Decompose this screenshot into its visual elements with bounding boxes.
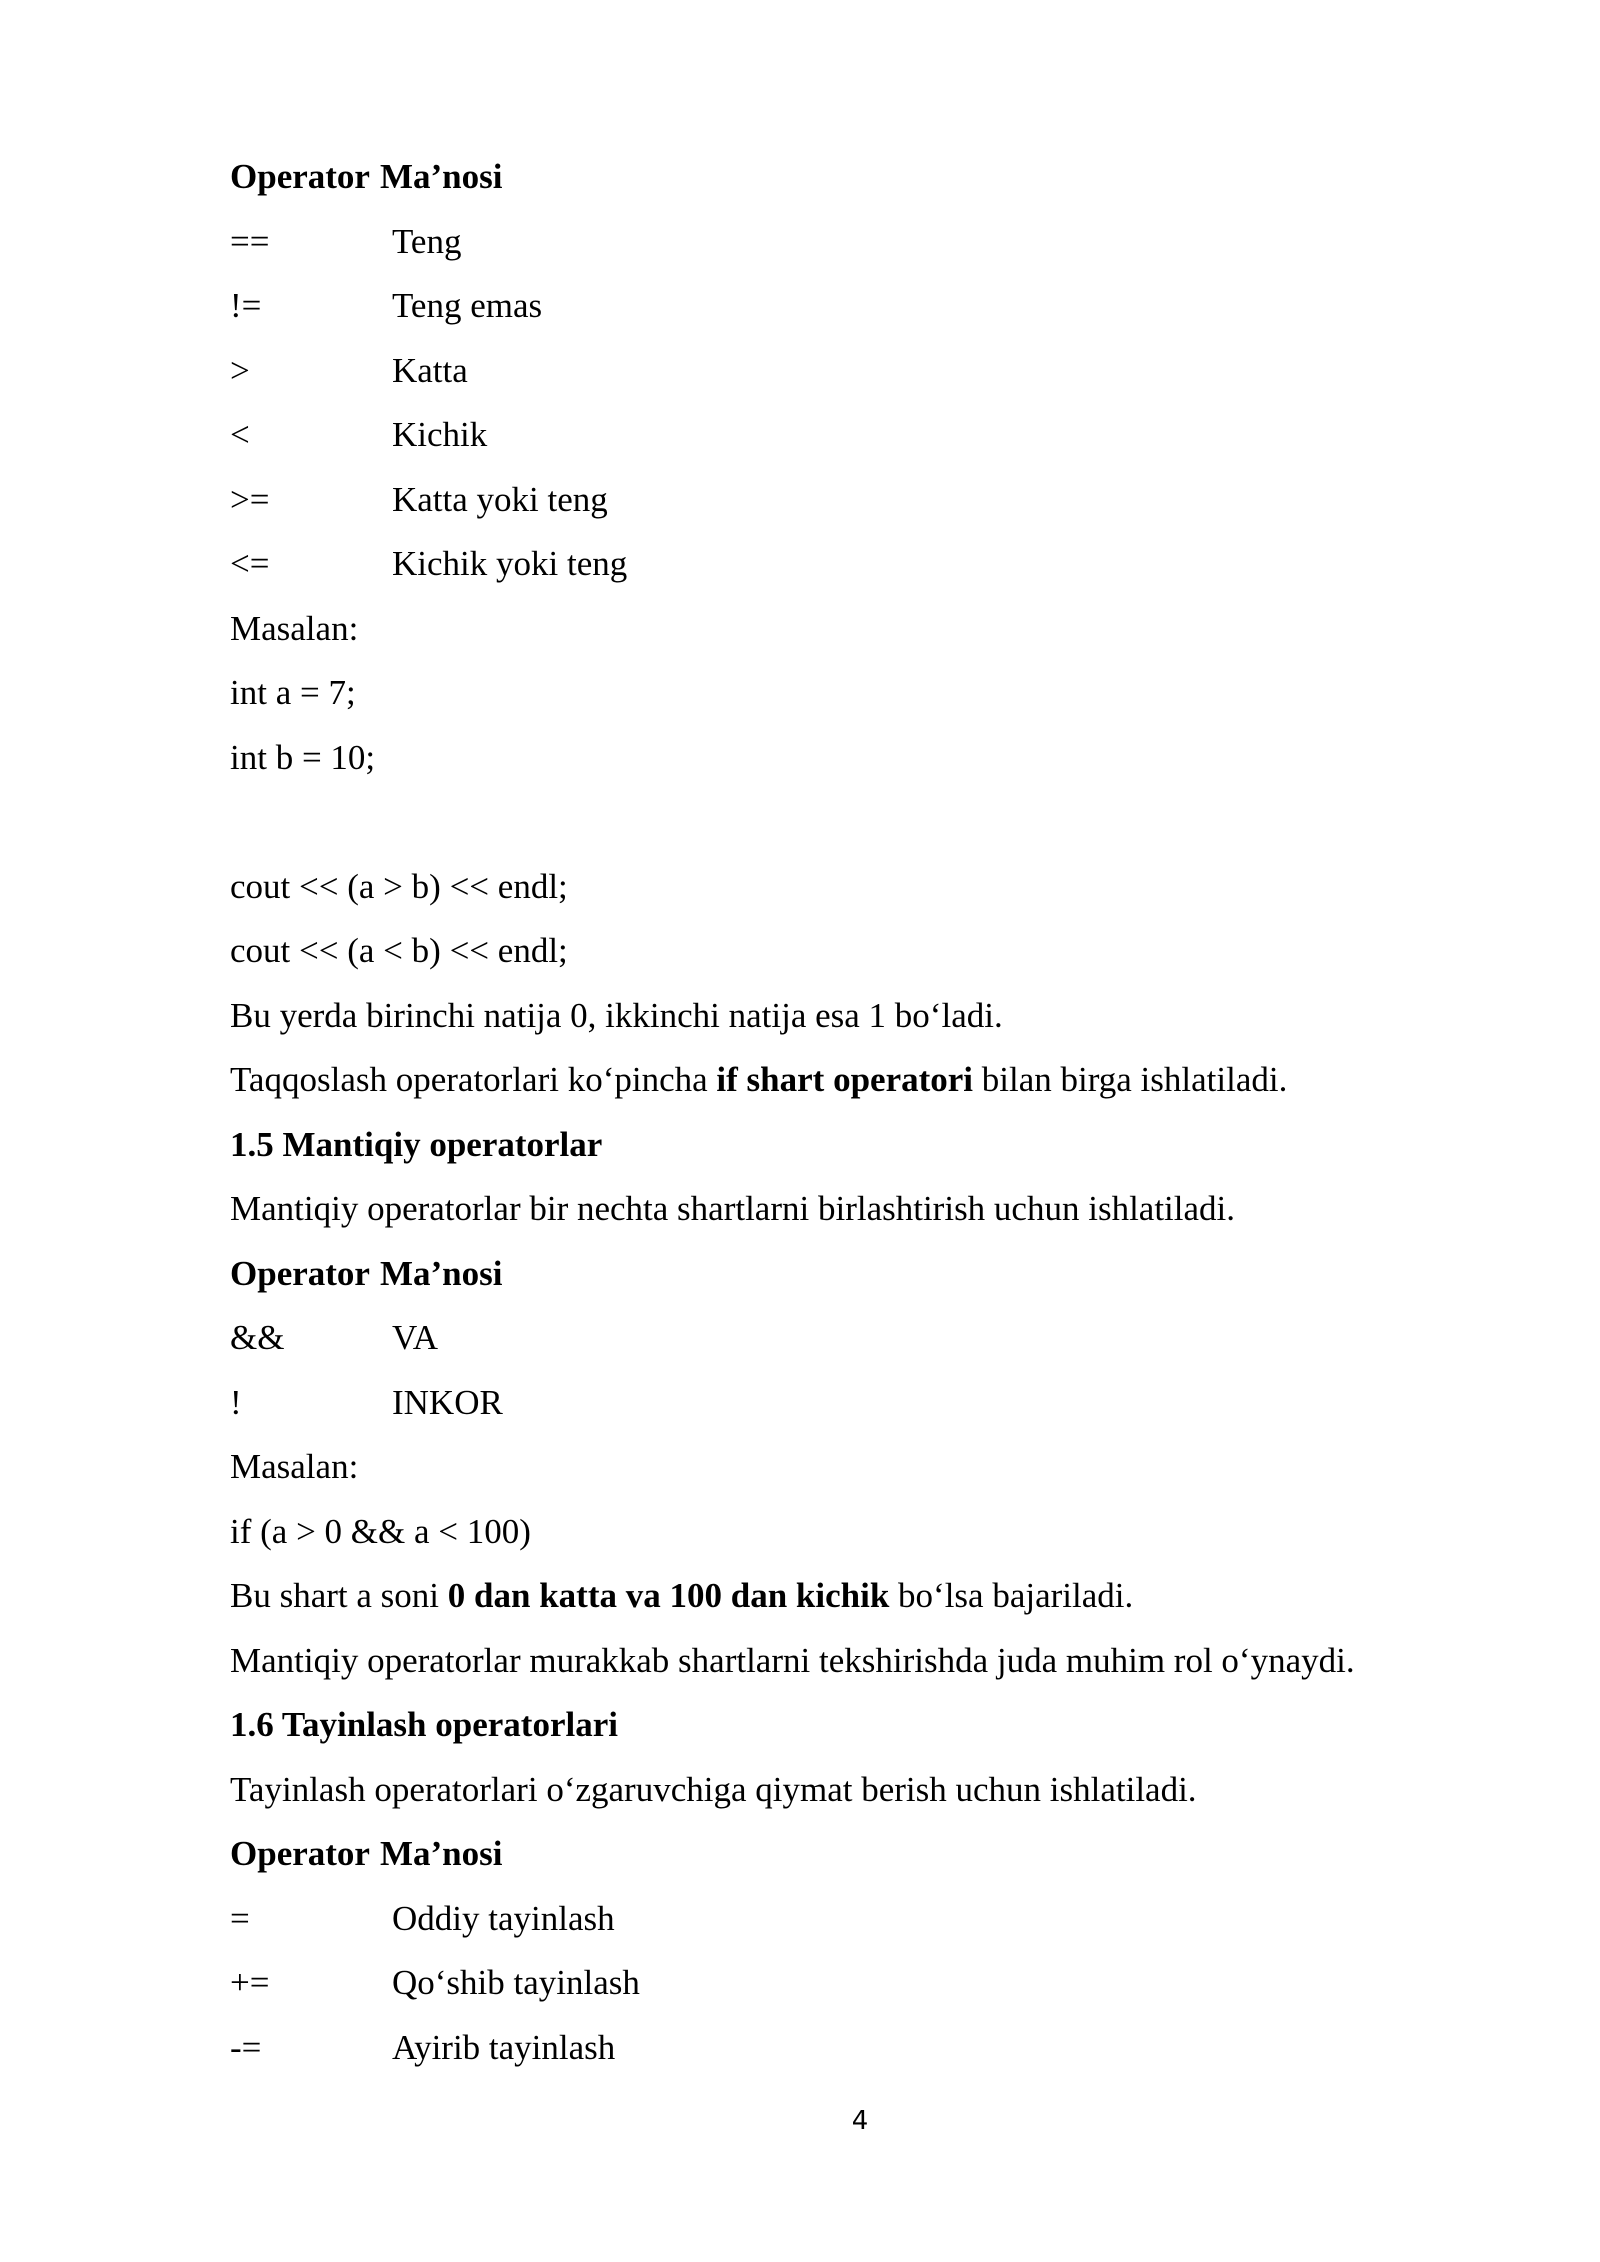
paragraph: Tayinlash operatorlari o‘zgaruvchiga qiymat berish uchun ishlatiladi. xyxy=(230,1769,1197,1809)
operator-cell: = xyxy=(230,1898,250,1938)
bold-text: if shart operatori xyxy=(716,1060,974,1099)
header-operator: Operator xyxy=(230,1253,370,1293)
code-line: int a = 7; xyxy=(230,673,356,712)
table-header xyxy=(230,145,1430,210)
section-heading: 1.5 Mantiqiy operatorlar xyxy=(230,1124,603,1164)
header-meaning: Ma’nosi xyxy=(379,157,503,196)
operator-cell: += xyxy=(230,1963,270,2002)
table-header xyxy=(230,1822,1430,1887)
code-line: cout << (a < b) << endl; xyxy=(230,931,568,970)
bold-text: 0 dan katta va 100 dan kichik xyxy=(447,1576,890,1615)
header-operator: Operator xyxy=(230,157,370,196)
paragraph xyxy=(230,1564,1430,1629)
operator-cell: >= xyxy=(230,479,270,519)
operator-cell: < xyxy=(230,415,250,454)
table-row xyxy=(230,403,1430,468)
table-row xyxy=(230,1951,1430,2016)
code-line: if (a > 0 && a < 100) xyxy=(230,1511,531,1551)
meaning-cell: Teng emas xyxy=(392,286,543,325)
text-run: bilan birga ishlatiladi. xyxy=(973,1060,1288,1099)
meaning-cell: Ayirib tayinlash xyxy=(392,2027,616,2067)
example-label: Masalan: xyxy=(230,608,359,648)
table-row xyxy=(230,468,1430,533)
code-line: int b = 10; xyxy=(230,737,376,777)
example-label: Masalan: xyxy=(230,1447,359,1486)
header-meaning: Ma’nosi xyxy=(379,1253,503,1293)
operator-cell: != xyxy=(230,286,262,325)
table-row xyxy=(230,274,1430,339)
paragraph xyxy=(230,1048,1430,1113)
table-header xyxy=(230,1242,1430,1307)
operator-cell: ! xyxy=(230,1382,242,1422)
table-row xyxy=(230,1887,1430,1952)
table-row xyxy=(230,532,1430,597)
operator-cell: && xyxy=(230,1318,285,1357)
paragraph: Mantiqiy operatorlar bir nechta shartlarni birlashtirish uchun ishlatiladi. xyxy=(230,1189,1236,1228)
text-run: bo‘lsa bajariladi. xyxy=(889,1576,1134,1615)
meaning-cell: Oddiy tayinlash xyxy=(392,1898,615,1938)
meaning-cell: Kichik xyxy=(392,415,488,454)
paragraph: Bu yerda birinchi natija 0, ikkinchi natija esa 1 bo‘ladi. xyxy=(230,995,1003,1035)
meaning-cell: INKOR xyxy=(392,1382,503,1422)
meaning-cell: Katta yoki teng xyxy=(392,479,608,519)
operator-cell: <= xyxy=(230,544,270,583)
text-run: Bu shart a soni xyxy=(230,1576,448,1615)
table-row xyxy=(230,339,1430,404)
paragraph: Mantiqiy operatorlar murakkab shartlarni tekshirishda juda muhim rol o‘ynaydi. xyxy=(230,1640,1355,1680)
meaning-cell: Katta xyxy=(392,350,468,390)
section-heading: 1.6 Tayinlash operatorlari xyxy=(230,1705,618,1744)
table-row xyxy=(230,1306,1430,1371)
document-page xyxy=(230,145,1430,2080)
table-row xyxy=(230,210,1430,275)
table-row xyxy=(230,1371,1430,1436)
text-run: Taqqoslash operatorlari ko‘pincha xyxy=(230,1060,717,1099)
meaning-cell: Qo‘shib tayinlash xyxy=(392,1963,640,2002)
operator-cell: -= xyxy=(230,2027,262,2067)
blank-line xyxy=(230,790,1430,855)
header-meaning: Ma’nosi xyxy=(379,1834,503,1873)
meaning-cell: Kichik yoki teng xyxy=(392,544,628,583)
meaning-cell: Teng xyxy=(392,221,462,261)
code-line: cout << (a > b) << endl; xyxy=(230,866,568,906)
operator-cell: == xyxy=(230,221,270,261)
operator-cell: > xyxy=(230,350,250,390)
page-number: 4 xyxy=(851,2106,869,2136)
header-operator: Operator xyxy=(230,1834,370,1873)
meaning-cell: VA xyxy=(392,1318,439,1357)
table-row xyxy=(230,2016,1430,2081)
